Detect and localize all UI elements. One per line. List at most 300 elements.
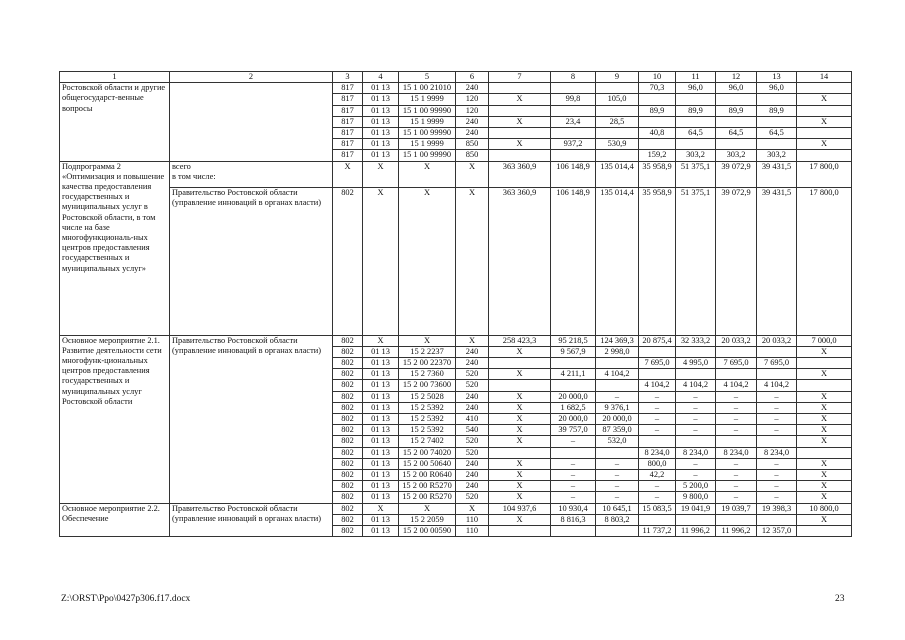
cell-col-3: 817 [333,150,363,161]
cell-col-10: 15 083,5 [639,503,676,514]
table-row [60,335,852,346]
cell-col-12: 20 033,2 [716,335,757,346]
cell-col-14: X [797,492,852,503]
cell-col-12: 303,2 [716,150,757,161]
cell-col-13 [757,116,797,127]
row-source: Правительство Ростовской области (управление инноваций в органах власти) [170,335,333,503]
cell-col-7: X [489,481,551,492]
cell-col-7 [489,526,551,537]
cell-col-13: 39 431,5 [757,161,797,187]
cell-col-12: – [716,425,757,436]
column-number-14: 14 [797,72,852,83]
cell-col-13: 39 431,5 [757,187,797,335]
cell-col-4: 01 13 [363,447,399,458]
cell-col-8 [551,83,596,94]
cell-col-12 [716,139,757,150]
cell-col-5: 15 2 5392 [399,425,456,436]
cell-col-11 [676,346,716,357]
cell-col-11: 89,9 [676,105,716,116]
cell-col-11: 9 800,0 [676,492,716,503]
cell-col-12: – [716,492,757,503]
column-number-9: 9 [596,72,639,83]
cell-col-13 [757,514,797,525]
cell-col-7: 104 937,6 [489,503,551,514]
cell-col-6: 410 [456,414,489,425]
source-total-label: всего в том числе: [170,161,333,187]
cell-col-13: – [757,425,797,436]
cell-col-5: 15 1 00 99990 [399,150,456,161]
cell-col-14: X [797,94,852,105]
cell-col-11 [676,514,716,525]
cell-col-7: X [489,116,551,127]
cell-col-4: 01 13 [363,369,399,380]
cell-col-8: 39 757,0 [551,425,596,436]
cell-col-10: – [639,414,676,425]
cell-col-14 [797,128,852,139]
cell-col-8: – [551,470,596,481]
cell-col-6: 240 [456,83,489,94]
cell-col-6: 240 [456,481,489,492]
cell-col-9: – [596,458,639,469]
table-row [60,83,852,94]
cell-col-6: 240 [456,458,489,469]
cell-col-13: – [757,458,797,469]
cell-col-6: 240 [456,402,489,413]
cell-col-5: 15 1 9999 [399,94,456,105]
cell-col-12: 11 996,2 [716,526,757,537]
cell-col-10: 11 737,2 [639,526,676,537]
cell-col-13: 8 234,0 [757,447,797,458]
cell-col-3: 802 [333,346,363,357]
cell-col-13: – [757,492,797,503]
cell-col-11: – [676,414,716,425]
cell-col-9: 87 359,0 [596,425,639,436]
cell-col-4: 01 13 [363,150,399,161]
cell-col-11: 32 333,2 [676,335,716,346]
cell-col-8 [551,380,596,391]
cell-col-11: 51 375,1 [676,161,716,187]
cell-col-4: 01 13 [363,358,399,369]
cell-col-5: 15 2 7402 [399,436,456,447]
cell-col-7 [489,83,551,94]
row-source: Правительство Ростовской области (управление инноваций в органах власти) [170,187,333,335]
cell-col-13 [757,139,797,150]
cell-col-5: 15 2 00 R5270 [399,481,456,492]
cell-col-5: 15 2 00 22370 [399,358,456,369]
cell-col-8: 4 211,1 [551,369,596,380]
cell-col-3: 802 [333,470,363,481]
cell-col-7: 258 423,3 [489,335,551,346]
column-number-12: 12 [716,72,757,83]
cell-col-13: – [757,414,797,425]
cell-col-13: 20 033,2 [757,335,797,346]
cell-col-10 [639,139,676,150]
cell-col-3: 802 [333,436,363,447]
cell-col-3: 802 [333,187,363,335]
cell-col-14: X [797,139,852,150]
cell-col-14: X [797,481,852,492]
cell-col-11: 51 375,1 [676,187,716,335]
cell-col-11 [676,436,716,447]
cell-col-10 [639,514,676,525]
cell-col-6: 240 [456,346,489,357]
cell-col-4: 01 13 [363,526,399,537]
cell-col-13: 64,5 [757,128,797,139]
cell-col-10: 4 104,2 [639,380,676,391]
cell-col-8: 1 682,5 [551,402,596,413]
cell-col-12 [716,514,757,525]
cell-col-6: 240 [456,128,489,139]
cell-col-5: X [399,187,456,335]
row-source [170,83,333,161]
cell-col-7 [489,128,551,139]
cell-col-10 [639,116,676,127]
cell-col-7: X [489,139,551,150]
cell-col-8: 23,4 [551,116,596,127]
cell-col-5: 15 2 00 74020 [399,447,456,458]
cell-col-12 [716,94,757,105]
cell-col-8: 10 930,4 [551,503,596,514]
cell-col-3: 802 [333,481,363,492]
cell-col-11 [676,369,716,380]
cell-col-4: 01 13 [363,425,399,436]
cell-col-12 [716,116,757,127]
cell-col-10: – [639,481,676,492]
cell-col-10 [639,369,676,380]
cell-col-7: X [489,436,551,447]
cell-col-14: 7 000,0 [797,335,852,346]
cell-col-14: 17 800,0 [797,161,852,187]
row-description: Ростовской области и другие общегосударст-венные вопросы [60,83,170,161]
column-number-1: 1 [60,72,170,83]
cell-col-14: X [797,402,852,413]
budget-table [59,71,852,537]
cell-col-14 [797,358,852,369]
cell-col-8: – [551,436,596,447]
cell-col-11: 64,5 [676,128,716,139]
cell-col-13: 4 104,2 [757,380,797,391]
cell-col-4: 01 13 [363,83,399,94]
cell-col-14: X [797,414,852,425]
table-row [60,503,852,514]
cell-col-9 [596,105,639,116]
cell-col-11 [676,139,716,150]
cell-col-11: 19 041,9 [676,503,716,514]
cell-col-6: 520 [456,369,489,380]
cell-col-7: 363 360,9 [489,187,551,335]
cell-col-10: 35 958,9 [639,187,676,335]
cell-col-4: 01 13 [363,414,399,425]
cell-col-4: 01 13 [363,380,399,391]
cell-col-13 [757,369,797,380]
cell-col-7: X [489,414,551,425]
header-row [60,72,852,83]
cell-col-10: 20 875,4 [639,335,676,346]
cell-col-9 [596,150,639,161]
cell-col-8 [551,128,596,139]
cell-col-3: 817 [333,94,363,105]
cell-col-7 [489,105,551,116]
cell-col-13 [757,94,797,105]
cell-col-11: – [676,391,716,402]
cell-col-14 [797,150,852,161]
cell-col-3: 802 [333,492,363,503]
cell-col-9: 124 369,3 [596,335,639,346]
cell-col-10: 8 234,0 [639,447,676,458]
cell-col-9: – [596,481,639,492]
cell-col-11: 5 200,0 [676,481,716,492]
cell-col-6: 110 [456,514,489,525]
cell-col-10: – [639,402,676,413]
cell-col-11: – [676,425,716,436]
cell-col-7: X [489,391,551,402]
cell-col-4: 01 13 [363,514,399,525]
cell-col-6: 240 [456,116,489,127]
cell-col-9: 8 803,2 [596,514,639,525]
cell-col-9: – [596,391,639,402]
cell-col-8: 9 567,9 [551,346,596,357]
cell-col-9 [596,128,639,139]
cell-col-7: X [489,346,551,357]
cell-col-9: 532,0 [596,436,639,447]
cell-col-5: 15 2 00 R5270 [399,492,456,503]
cell-col-5: 15 2 2059 [399,514,456,525]
column-number-6: 6 [456,72,489,83]
cell-col-7 [489,150,551,161]
cell-col-13 [757,436,797,447]
cell-col-11: 303,2 [676,150,716,161]
cell-col-5: 15 2 5028 [399,391,456,402]
column-number-5: 5 [399,72,456,83]
cell-col-14 [797,105,852,116]
cell-col-14: X [797,369,852,380]
cell-col-9: 105,0 [596,94,639,105]
cell-col-7: X [489,470,551,481]
cell-col-5: 15 1 00 21010 [399,83,456,94]
cell-col-5: X [399,161,456,187]
cell-col-11 [676,94,716,105]
cell-col-11 [676,116,716,127]
cell-col-6: 520 [456,436,489,447]
cell-col-4: 01 13 [363,116,399,127]
cell-col-4: 01 13 [363,481,399,492]
row-description: Основное мероприятие 2.1. Развитие деятельности сети многофунк-циональных центров предоставления государственных и муниципальных услуг Ростовской области [60,335,170,503]
cell-col-6: 240 [456,470,489,481]
cell-col-3: 817 [333,83,363,94]
cell-col-5: 15 2 5392 [399,414,456,425]
cell-col-3: 802 [333,380,363,391]
cell-col-3: 817 [333,105,363,116]
cell-col-12 [716,346,757,357]
cell-col-12: 64,5 [716,128,757,139]
cell-col-11: 4 995,0 [676,358,716,369]
cell-col-3: 802 [333,369,363,380]
cell-col-10: – [639,425,676,436]
cell-col-3: 817 [333,128,363,139]
cell-col-4: 01 13 [363,139,399,150]
cell-col-14: X [797,116,852,127]
cell-col-3: 802 [333,425,363,436]
cell-col-13: 7 695,0 [757,358,797,369]
row-source: Правительство Ростовской области (управление инноваций в органах власти) [170,503,333,537]
cell-col-14: X [797,458,852,469]
footer-file-path: Z:\ORST\Ppo\0427p306.f17.docx [61,594,191,604]
cell-col-13: – [757,391,797,402]
cell-col-3: 802 [333,335,363,346]
cell-col-14: X [797,391,852,402]
cell-col-12: – [716,391,757,402]
cell-col-3: 802 [333,391,363,402]
cell-col-12: 19 039,7 [716,503,757,514]
cell-col-12: – [716,470,757,481]
cell-col-14 [797,83,852,94]
cell-col-4: 01 13 [363,346,399,357]
cell-col-10: 89,9 [639,105,676,116]
cell-col-8 [551,150,596,161]
cell-col-8: 106 148,9 [551,161,596,187]
cell-col-11: 96,0 [676,83,716,94]
row-description: Основное мероприятие 2.2. Обеспечение [60,503,170,537]
column-number-3: 3 [333,72,363,83]
cell-col-9: 28,5 [596,116,639,127]
cell-col-14: 17 800,0 [797,187,852,335]
cell-col-7: X [489,514,551,525]
column-number-7: 7 [489,72,551,83]
cell-col-8: – [551,458,596,469]
cell-col-7: X [489,94,551,105]
cell-col-10 [639,94,676,105]
cell-col-14: X [797,470,852,481]
cell-col-14 [797,447,852,458]
cell-col-7: X [489,369,551,380]
cell-col-5: 15 2 2237 [399,346,456,357]
cell-col-12: 39 072,9 [716,187,757,335]
cell-col-5: 15 2 5392 [399,402,456,413]
cell-col-10 [639,346,676,357]
cell-col-6: 520 [456,447,489,458]
cell-col-10: 42,2 [639,470,676,481]
cell-col-6: 120 [456,105,489,116]
cell-col-7 [489,358,551,369]
cell-col-13: 96,0 [757,83,797,94]
cell-col-4: 01 13 [363,492,399,503]
cell-col-4: 01 13 [363,458,399,469]
cell-col-3: 817 [333,116,363,127]
cell-col-6: 240 [456,358,489,369]
cell-col-9 [596,526,639,537]
cell-col-9: 4 104,2 [596,369,639,380]
cell-col-3: 802 [333,414,363,425]
cell-col-8: 8 816,3 [551,514,596,525]
cell-col-5: 15 1 9999 [399,116,456,127]
cell-col-10: 7 695,0 [639,358,676,369]
cell-col-5: 15 2 00 00590 [399,526,456,537]
cell-col-14: X [797,514,852,525]
cell-col-4: X [363,161,399,187]
cell-col-3: 817 [333,139,363,150]
cell-col-9: – [596,470,639,481]
cell-col-9: 135 014,4 [596,161,639,187]
cell-col-8: 20 000,0 [551,391,596,402]
cell-col-12: – [716,481,757,492]
cell-col-12: 89,9 [716,105,757,116]
cell-col-8: – [551,481,596,492]
column-number-8: 8 [551,72,596,83]
cell-col-13: 12 357,0 [757,526,797,537]
cell-col-6: 520 [456,492,489,503]
cell-col-10: 800,0 [639,458,676,469]
cell-col-4: 01 13 [363,470,399,481]
cell-col-9: 10 645,1 [596,503,639,514]
cell-col-12 [716,369,757,380]
cell-col-9 [596,83,639,94]
row-description: Подпрограмма 2 «Оптимизация и повышение качества предоставления государственных и муниципальных услуг в Ростовской области, в том числе на базе многофункциональ-ных центров предоставления государственных и муниципальных услуг» [60,161,170,335]
cell-col-9 [596,358,639,369]
cell-col-14 [797,526,852,537]
cell-col-5: 15 2 00 R0640 [399,470,456,481]
cell-col-6: 540 [456,425,489,436]
cell-col-6: X [456,161,489,187]
cell-col-3: 802 [333,358,363,369]
cell-col-12: 8 234,0 [716,447,757,458]
cell-col-7: X [489,458,551,469]
footer-page-number: 23 [835,594,845,604]
column-number-11: 11 [676,72,716,83]
cell-col-4: X [363,335,399,346]
cell-col-13: 303,2 [757,150,797,161]
cell-col-4: 01 13 [363,391,399,402]
cell-col-8: 99,8 [551,94,596,105]
cell-col-9: 9 376,1 [596,402,639,413]
cell-col-8 [551,358,596,369]
cell-col-7: 363 360,9 [489,161,551,187]
cell-col-9: 2 998,0 [596,346,639,357]
cell-col-10 [639,436,676,447]
cell-col-8: 95 218,5 [551,335,596,346]
cell-col-5: X [399,503,456,514]
cell-col-14 [797,380,852,391]
cell-col-12 [716,436,757,447]
cell-col-6: 850 [456,139,489,150]
cell-col-4: 01 13 [363,436,399,447]
cell-col-12: 39 072,9 [716,161,757,187]
cell-col-11: – [676,470,716,481]
cell-col-10: 35 958,9 [639,161,676,187]
cell-col-9 [596,447,639,458]
cell-col-9: 530,9 [596,139,639,150]
cell-col-6: X [456,503,489,514]
column-number-13: 13 [757,72,797,83]
cell-col-10: – [639,492,676,503]
cell-col-11: 8 234,0 [676,447,716,458]
cell-col-3: 802 [333,447,363,458]
column-number-10: 10 [639,72,676,83]
column-number-4: 4 [363,72,399,83]
cell-col-4: 01 13 [363,128,399,139]
cell-col-12: – [716,458,757,469]
cell-col-8 [551,447,596,458]
cell-col-7 [489,380,551,391]
cell-col-3: 802 [333,526,363,537]
cell-col-4: X [363,503,399,514]
cell-col-7 [489,447,551,458]
table-row [60,187,852,335]
cell-col-14: 10 800,0 [797,503,852,514]
cell-col-11: – [676,458,716,469]
cell-col-4: 01 13 [363,94,399,105]
cell-col-7: X [489,425,551,436]
cell-col-3: X [333,161,363,187]
